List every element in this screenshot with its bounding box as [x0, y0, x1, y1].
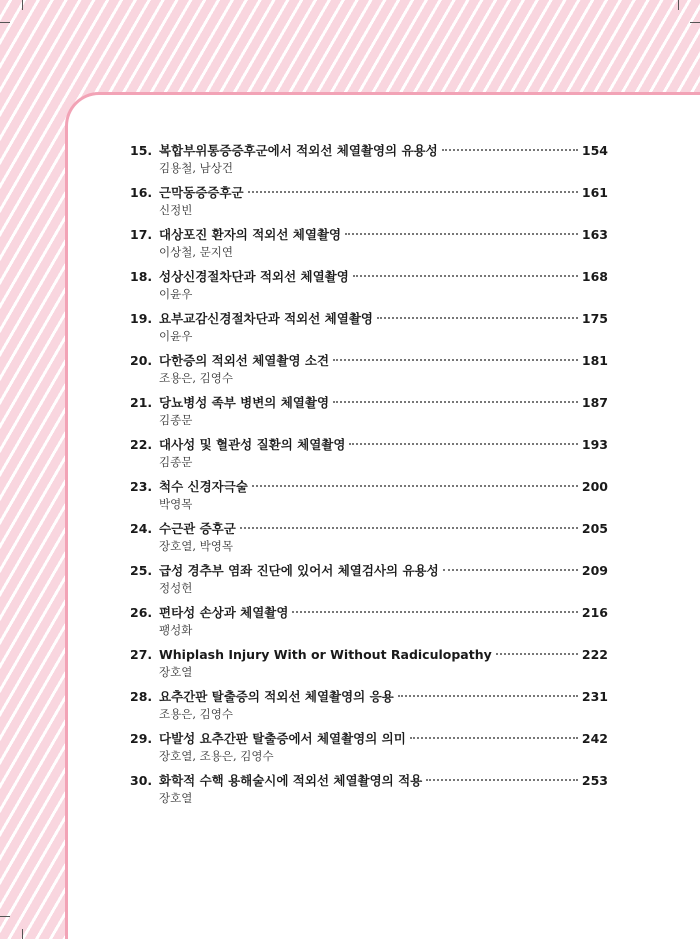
- toc-entry-21[interactable]: [130, 394, 608, 436]
- dot-leader: [377, 317, 578, 319]
- toc-entry-22[interactable]: [130, 436, 608, 478]
- entry-number: 25.: [130, 563, 153, 578]
- entry-number: 29.: [130, 731, 153, 746]
- dot-leader: [240, 527, 578, 529]
- entry-authors: 정성헌: [159, 581, 193, 595]
- toc-entry-24[interactable]: [130, 520, 608, 562]
- entry-title: 복합부위통증증후군에서 적외선 체열촬영의 유용성: [159, 143, 438, 158]
- toc-entry-18[interactable]: [130, 268, 608, 310]
- entry-title: 편타성 손상과 체열촬영: [159, 605, 289, 620]
- entry-title: Whiplash Injury With or Without Radiculopathy: [159, 647, 492, 662]
- page-number: 209: [581, 563, 608, 578]
- dot-leader: [353, 275, 578, 277]
- toc-entry-23[interactable]: [130, 478, 608, 520]
- page-number: 253: [581, 773, 608, 788]
- toc-entry-30[interactable]: [130, 772, 608, 814]
- page-number: 242: [581, 731, 608, 746]
- entry-authors: 김종문: [159, 413, 193, 427]
- entry-title: 대상포진 환자의 적외선 체열촬영: [159, 227, 342, 242]
- entry-title: 요추간판 탈출증의 적외선 체열촬영의 응용: [159, 689, 394, 704]
- crop-mark-bottom-left: [0, 916, 10, 917]
- entry-authors: 신정빈: [159, 203, 193, 217]
- entry-authors: 조용은, 김영수: [159, 707, 233, 721]
- table-of-contents: [130, 142, 608, 814]
- entry-authors: 이상철, 문지연: [159, 245, 233, 259]
- dot-leader: [292, 611, 577, 613]
- entry-number: 28.: [130, 689, 153, 704]
- dot-leader: [345, 233, 578, 235]
- entry-number: 22.: [130, 437, 153, 452]
- page-number: 168: [581, 269, 608, 284]
- page-number: 154: [581, 143, 608, 158]
- dot-leader: [349, 443, 577, 445]
- dot-leader: [426, 779, 578, 781]
- page-number: 231: [581, 689, 608, 704]
- entry-title: 성상신경절차단과 적외선 체열촬영: [159, 269, 349, 284]
- crop-mark-top-right-vertical: [678, 0, 679, 10]
- toc-entry-20[interactable]: [130, 352, 608, 394]
- entry-title: 요부교감신경절차단과 적외선 체열촬영: [159, 311, 373, 326]
- crop-mark-top-left: [0, 22, 10, 23]
- toc-entry-27[interactable]: [130, 646, 608, 688]
- page-number: 175: [581, 311, 608, 326]
- entry-title: 근막동증증후군: [159, 185, 244, 200]
- page-number: 216: [581, 605, 608, 620]
- dot-leader: [252, 485, 578, 487]
- entry-number: 23.: [130, 479, 153, 494]
- page-number: 181: [581, 353, 608, 368]
- entry-title: 다발성 요추간판 탈출증에서 체열촬영의 의미: [159, 731, 406, 746]
- entry-number: 26.: [130, 605, 153, 620]
- page-number: 161: [581, 185, 608, 200]
- entry-number: 20.: [130, 353, 153, 368]
- entry-authors: 장호열: [159, 791, 193, 805]
- entry-authors: 이윤우: [159, 329, 193, 343]
- entry-number: 16.: [130, 185, 153, 200]
- entry-number: 15.: [130, 143, 153, 158]
- toc-entry-17[interactable]: [130, 226, 608, 268]
- dot-leader: [410, 737, 578, 739]
- dot-leader: [333, 401, 578, 403]
- entry-authors: 장호열, 조용은, 김영수: [159, 749, 274, 763]
- entry-authors: 박영목: [159, 497, 193, 511]
- entry-authors: 조용은, 김영수: [159, 371, 233, 385]
- toc-entry-16[interactable]: [130, 184, 608, 226]
- toc-entry-25[interactable]: [130, 562, 608, 604]
- entry-number: 27.: [130, 647, 153, 662]
- dot-leader: [333, 359, 578, 361]
- toc-entry-19[interactable]: [130, 310, 608, 352]
- entry-number: 18.: [130, 269, 153, 284]
- toc-entry-29[interactable]: [130, 730, 608, 772]
- dot-leader: [442, 149, 578, 151]
- toc-entry-28[interactable]: [130, 688, 608, 730]
- crop-mark-top-left-vertical: [22, 0, 23, 10]
- page-number: 205: [581, 521, 608, 536]
- entry-title: 대사성 및 혈관성 질환의 체열촬영: [159, 437, 346, 452]
- toc-entry-15[interactable]: [130, 142, 608, 184]
- entry-title: 화학적 수핵 용해술시에 적외선 체열촬영의 적용: [159, 773, 423, 788]
- entry-number: 21.: [130, 395, 153, 410]
- page-number: 193: [581, 437, 608, 452]
- entry-authors: 장호열: [159, 665, 193, 679]
- entry-authors: 장호열, 박영목: [159, 539, 233, 553]
- entry-title: 다한증의 적외선 체열촬영 소견: [159, 353, 330, 368]
- entry-authors: 이윤우: [159, 287, 193, 301]
- page-number: 187: [581, 395, 608, 410]
- entry-title: 당뇨병성 족부 병변의 체열촬영: [159, 395, 330, 410]
- entry-title: 척수 신경자극술: [159, 479, 248, 494]
- dot-leader: [248, 191, 578, 193]
- entry-authors: 김용철, 남상건: [159, 161, 233, 175]
- crop-mark-bottom-left-vertical: [22, 929, 23, 939]
- dot-leader: [496, 653, 578, 655]
- entry-number: 19.: [130, 311, 153, 326]
- entry-title: 수근관 증후군: [159, 521, 236, 536]
- page-number: 163: [581, 227, 608, 242]
- toc-entry-26[interactable]: [130, 604, 608, 646]
- dot-leader: [443, 569, 578, 571]
- page-number: 222: [581, 647, 608, 662]
- entry-number: 24.: [130, 521, 153, 536]
- entry-authors: 김종문: [159, 455, 193, 469]
- entry-authors: 팽성화: [159, 623, 193, 637]
- crop-mark-top-right: [690, 22, 700, 23]
- dot-leader: [398, 695, 578, 697]
- entry-number: 30.: [130, 773, 153, 788]
- page-number: 200: [581, 479, 608, 494]
- entry-number: 17.: [130, 227, 153, 242]
- entry-title: 급성 경추부 염좌 진단에 있어서 체열검사의 유용성: [159, 563, 439, 578]
